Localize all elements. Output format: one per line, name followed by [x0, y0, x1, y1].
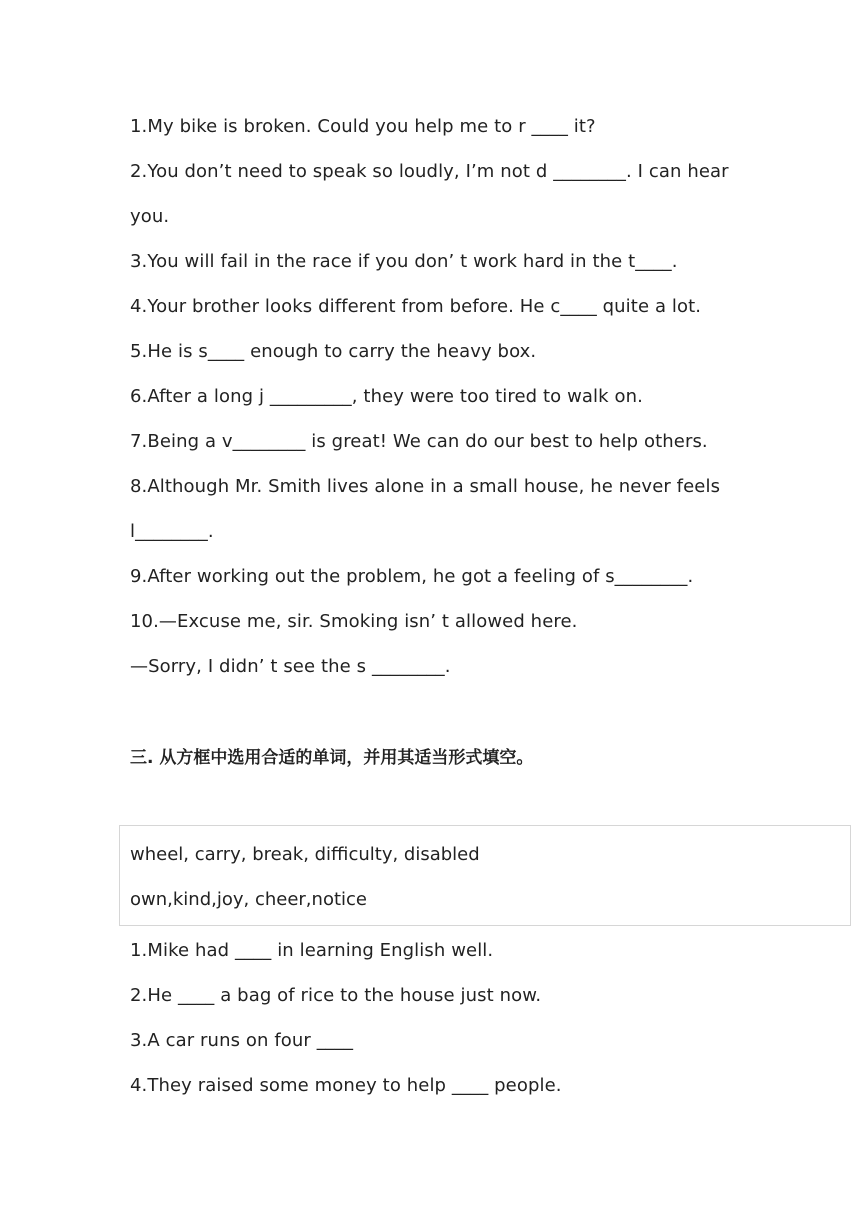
section-heading: 三. 从方框中选用合适的单词，并用其适当形式填空。 [130, 748, 534, 768]
exercise-line-10: 10.—Excuse me, sir. Smoking isn’ t allowed here. [130, 611, 578, 632]
word-bank-line-1: wheel, carry, break, difficulty, disabled [130, 844, 480, 865]
fill-blank-line-3: 3.A car runs on four ____ [130, 1030, 354, 1051]
fill-blank-line-4: 4.They raised some money to help ____ people. [130, 1075, 562, 1096]
exercise-line-5: 5.He is s____ enough to carry the heavy box. [130, 341, 537, 362]
exercise-line-8: 8.Although Mr. Smith lives alone in a small house, he never feels [130, 476, 721, 497]
exercise-line-6: 6.After a long j _________, they were too tired to walk on. [130, 386, 643, 407]
exercise-line-3: 3.You will fail in the race if you don’ t work hard in the t____. [130, 251, 678, 272]
exercise-line-1: 1.My bike is broken. Could you help me to r ____ it? [130, 116, 596, 137]
exercise-line-4: 4.Your brother looks different from before. He c____ quite a lot. [130, 296, 702, 317]
exercise-line-8-continued: l________. [130, 521, 214, 542]
exercise-line-9: 9.After working out the problem, he got a feeling of s________. [130, 566, 694, 587]
exercise-line-10-reply: —Sorry, I didn’ t see the s ________. [130, 656, 451, 677]
fill-blank-line-1: 1.Mike had ____ in learning English well. [130, 940, 494, 961]
exercise-line-2: 2.You don’t need to speak so loudly, I’m not d ________. I can hear [130, 161, 729, 182]
exercise-line-2-continued: you. [130, 206, 170, 227]
word-bank-box [119, 825, 851, 926]
exercise-line-7: 7.Being a v________ is great! We can do our best to help others. [130, 431, 708, 452]
word-bank-line-2: own,kind,joy, cheer,notice [130, 889, 367, 910]
fill-blank-line-2: 2.He ____ a bag of rice to the house just now. [130, 985, 542, 1006]
